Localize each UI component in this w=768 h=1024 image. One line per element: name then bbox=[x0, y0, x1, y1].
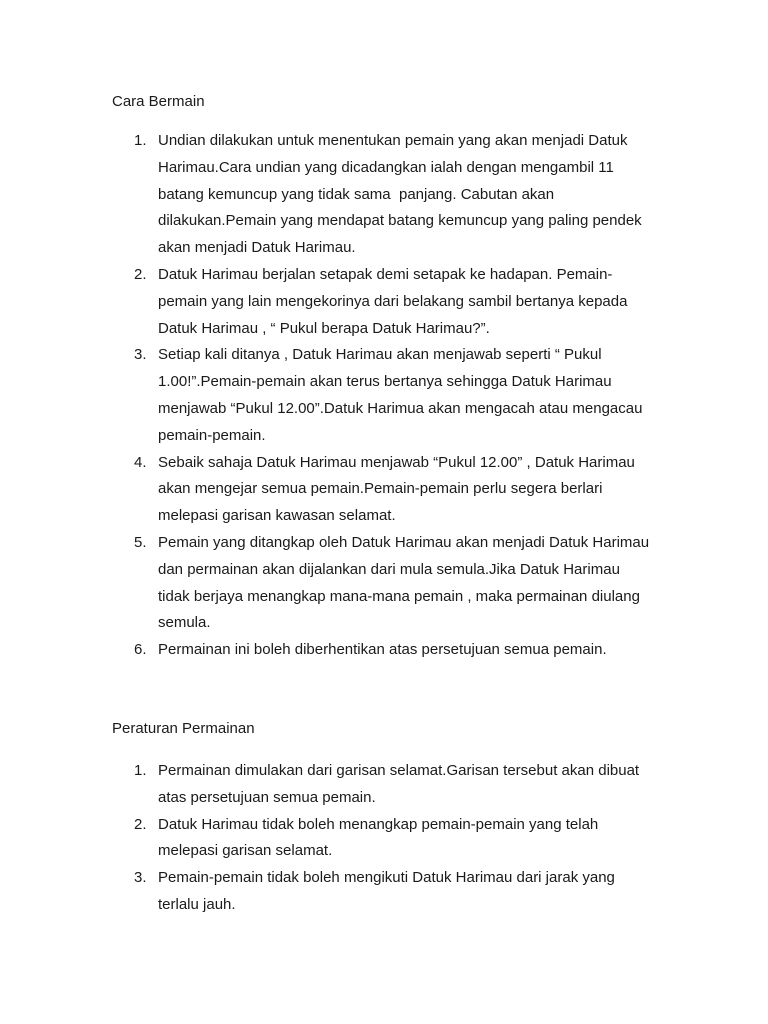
cara-bermain-list bbox=[112, 128, 672, 664]
list-item-number: 2. bbox=[134, 815, 147, 833]
list-item-text bbox=[158, 128, 672, 262]
list-item-text bbox=[158, 637, 672, 664]
text-line: Datuk Harimau tidak boleh menangkap pemain-pemain yang telah bbox=[158, 815, 599, 833]
list-item bbox=[112, 530, 672, 637]
list-item-number: 1. bbox=[134, 132, 147, 149]
list-item-number: 4. bbox=[134, 453, 147, 471]
list-item bbox=[112, 812, 672, 866]
list-item-text bbox=[158, 342, 672, 449]
text-line: tidak berjaya menangkap mana-mana pemain , maka permainan diulang bbox=[158, 587, 640, 605]
list-item-number: 2. bbox=[134, 265, 147, 283]
list-item-text bbox=[158, 450, 672, 530]
text-line: Setiap kali ditanya , Datuk Harimau akan menjawab seperti “ Pukul bbox=[158, 346, 602, 364]
section-heading-cara-bermain: Cara Bermain bbox=[112, 93, 205, 110]
list-item bbox=[112, 128, 672, 262]
list-item-text bbox=[158, 865, 672, 919]
text-line: Undian dilakukan untuk menentukan pemain yang akan menjadi Datuk bbox=[158, 132, 628, 149]
text-line: Sebaik sahaja Datuk Harimau menjawab “Pukul 12.00” , Datuk Harimau bbox=[158, 453, 635, 471]
text-line: Pemain yang ditangkap oleh Datuk Harimau akan menjadi Datuk Harimau bbox=[158, 533, 650, 551]
section-heading-peraturan-permainan: Peraturan Permainan bbox=[112, 720, 255, 737]
text-line: Pemain-pemain tidak boleh mengikuti Datuk Harimau dari jarak yang bbox=[158, 869, 615, 887]
list-item bbox=[112, 758, 672, 812]
list-item-number: 1. bbox=[134, 762, 147, 779]
list-item bbox=[112, 342, 672, 449]
text-line: melepasi garisan kawasan selamat. bbox=[158, 507, 396, 525]
text-line: semula. bbox=[158, 614, 211, 632]
list-item-number: 5. bbox=[134, 533, 147, 551]
text-line: dan permainan akan dijalankan dari mula semula.Jika Datuk Harimau bbox=[158, 560, 620, 578]
text-line: pemain-pemain. bbox=[158, 426, 266, 444]
text-line: Datuk Harimau , “ Pukul berapa Datuk Harimau?”. bbox=[158, 319, 490, 337]
list-item-text bbox=[158, 812, 672, 866]
text-line: melepasi garisan selamat. bbox=[158, 842, 333, 860]
list-item bbox=[112, 262, 672, 342]
list-item-text bbox=[158, 262, 672, 342]
text-line: batang kemuncup yang tidak sama panjang. Cabutan akan bbox=[158, 185, 555, 203]
list-item-number: 6. bbox=[134, 641, 147, 659]
list-item bbox=[112, 450, 672, 530]
text-line: Harimau.Cara undian yang dicadangkan ialah dengan mengambil 11 bbox=[158, 158, 614, 176]
list-item bbox=[112, 637, 672, 664]
list-item-number: 3. bbox=[134, 346, 147, 364]
text-line: Permainan dimulakan dari garisan selamat.Garisan tersebut akan dibuat bbox=[158, 762, 640, 779]
text-line: akan mengejar semua pemain.Pemain-pemain perlu segera berlari bbox=[158, 480, 603, 498]
peraturan-permainan-list bbox=[112, 758, 672, 919]
list-item bbox=[112, 865, 672, 919]
text-line: 1.00!”.Pemain-pemain akan terus bertanya sehingga Datuk Harimau bbox=[158, 373, 612, 391]
text-line: menjawab “Pukul 12.00”.Datuk Harimua akan mengacah atau mengacau bbox=[158, 399, 643, 417]
list-item-text bbox=[158, 530, 672, 637]
text-line: pemain yang lain mengekorinya dari belakang sambil bertanya kepada bbox=[158, 292, 628, 310]
text-line: akan menjadi Datuk Harimau. bbox=[158, 239, 356, 257]
text-line: Permainan ini boleh diberhentikan atas persetujuan semua pemain. bbox=[158, 641, 607, 659]
text-line: Datuk Harimau berjalan setapak demi setapak ke hadapan. Pemain- bbox=[158, 265, 613, 283]
list-item-text bbox=[158, 758, 672, 812]
text-line: dilakukan.Pemain yang mendapat batang kemuncup yang paling pendek bbox=[158, 212, 642, 230]
text-line: atas persetujuan semua pemain. bbox=[158, 788, 376, 806]
text-line: terlalu jauh. bbox=[158, 895, 236, 913]
list-item-number: 3. bbox=[134, 869, 147, 887]
